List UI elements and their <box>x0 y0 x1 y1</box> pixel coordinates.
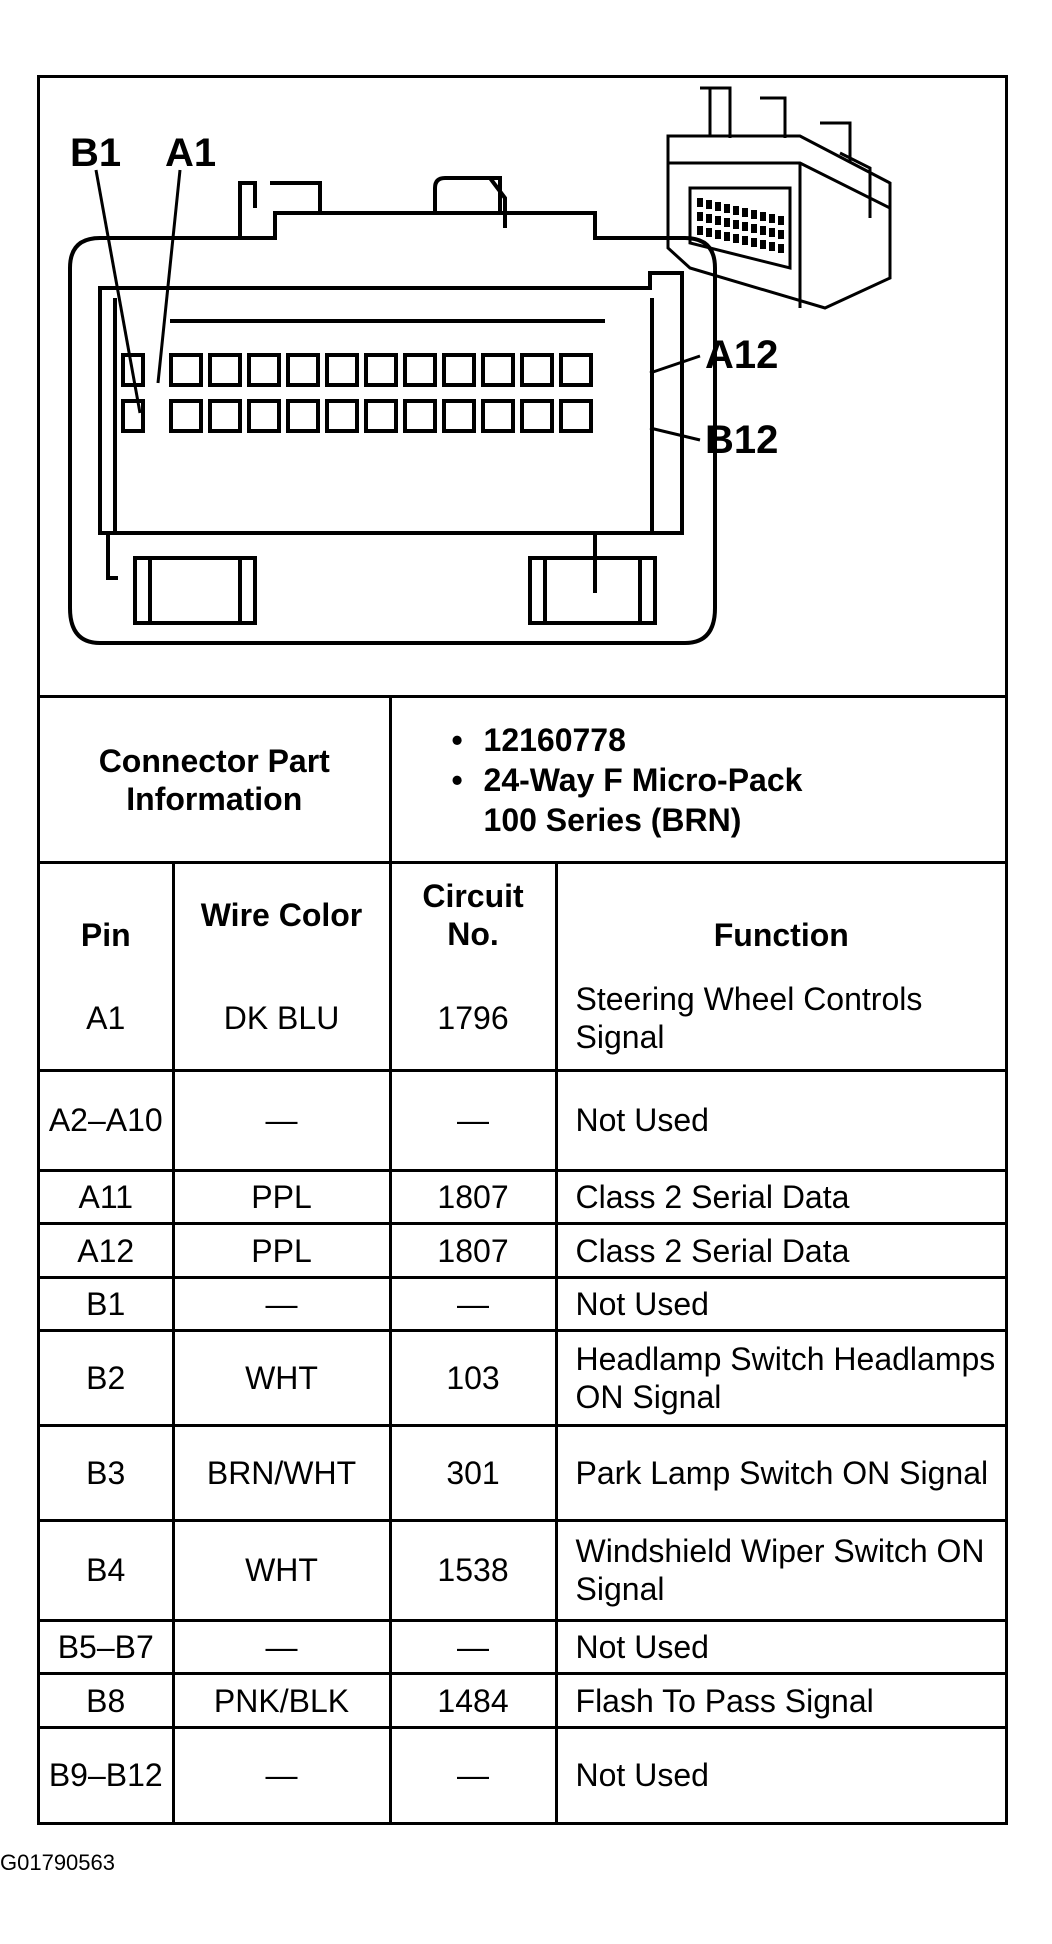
cell-circuit-no: 1484 <box>390 1674 556 1727</box>
iso-pin-cavity <box>751 210 757 219</box>
table-row <box>40 1727 1005 1822</box>
cell-pin: A11 <box>40 1170 173 1223</box>
iso-pin-cavity <box>742 208 748 217</box>
col-header-circuit-no: Circuit No. <box>390 863 556 967</box>
col-header-wire-color: Wire Color <box>173 863 390 967</box>
pin-cavity <box>366 355 396 385</box>
iso-pin-cavity <box>697 226 703 235</box>
cell-circuit-no: 103 <box>390 1331 556 1426</box>
iso-pin-cavity <box>706 200 712 209</box>
cell-wire-color: PPL <box>173 1170 390 1223</box>
cell-pin: B3 <box>40 1425 173 1520</box>
connector-diagram-panel <box>40 78 1005 698</box>
part-number: 12160778 <box>483 721 626 758</box>
iso-pin-cavity <box>733 220 739 229</box>
pin-cavity <box>483 355 513 385</box>
pin-cavity <box>522 355 552 385</box>
iso-pin-cavity <box>769 214 775 223</box>
cell-wire-color: DK BLU <box>173 966 390 1070</box>
pin-cavity <box>249 355 279 385</box>
table-row <box>40 966 1005 1070</box>
table-row <box>40 1070 1005 1170</box>
cell-function: Steering Wheel Controls Signal <box>556 966 1005 1070</box>
cell-wire-color: — <box>173 1070 390 1170</box>
part-series: 100 Series (BRN) <box>483 801 742 838</box>
cell-wire-color: — <box>173 1620 390 1673</box>
label-a12: A12 <box>705 333 779 377</box>
pin-cavity <box>405 355 435 385</box>
cell-wire-color: — <box>173 1727 390 1822</box>
pin-cavity <box>366 401 396 431</box>
pin-cavity <box>249 401 279 431</box>
iso-pin-cavity <box>697 212 703 221</box>
pin-cavity <box>288 401 318 431</box>
iso-pin-cavity <box>724 232 730 241</box>
table-row <box>40 1620 1005 1673</box>
cell-pin: B8 <box>40 1674 173 1727</box>
pin-cavity <box>405 401 435 431</box>
label-b1: B1 <box>70 131 122 175</box>
connector-pinout-table <box>40 698 1005 1822</box>
iso-pin-cavity <box>769 228 775 237</box>
cell-pin: A2–A10 <box>40 1070 173 1170</box>
cell-wire-color: BRN/WHT <box>173 1425 390 1520</box>
pin-cavity <box>210 355 240 385</box>
cell-function: Class 2 Serial Data <box>556 1224 1005 1277</box>
cell-pin: B4 <box>40 1520 173 1620</box>
pin-cavity <box>561 401 591 431</box>
iso-pin-cavity <box>760 226 766 235</box>
cell-pin: A12 <box>40 1224 173 1277</box>
iso-pin-cavity <box>760 212 766 221</box>
cell-pin: B9–B12 <box>40 1727 173 1822</box>
table-row <box>40 1224 1005 1277</box>
cell-function: Not Used <box>556 1727 1005 1822</box>
cell-function: Flash To Pass Signal <box>556 1674 1005 1727</box>
pin-cavity <box>444 355 474 385</box>
label-b12: B12 <box>705 418 779 462</box>
cell-pin: A1 <box>40 966 173 1070</box>
connector-part-info-label: Connector Part Information <box>40 698 390 863</box>
part-description: 24-Way F Micro-Pack <box>483 761 803 798</box>
cell-wire-color: WHT <box>173 1520 390 1620</box>
iso-pin-cavity <box>697 198 703 207</box>
table-row <box>40 1331 1005 1426</box>
cell-function: Headlamp Switch Headlamps ON Signal <box>556 1331 1005 1426</box>
col-header-pin: Pin <box>40 863 173 967</box>
iso-pin-cavity <box>715 216 721 225</box>
pin-cavity <box>210 401 240 431</box>
cell-function: Not Used <box>556 1277 1005 1330</box>
iso-pin-cavity <box>742 236 748 245</box>
cell-circuit-no: 301 <box>390 1425 556 1520</box>
pin-cavity <box>444 401 474 431</box>
table-row <box>40 1520 1005 1620</box>
table-row <box>40 1425 1005 1520</box>
cell-circuit-no: — <box>390 1277 556 1330</box>
iso-pin-cavity <box>724 204 730 213</box>
iso-pin-cavity <box>778 230 784 239</box>
connector-part-info-values: • 12160778 • 24-Way F Micro-Pack 100 Series (BRN) <box>390 698 1005 863</box>
cell-wire-color: PNK/BLK <box>173 1674 390 1727</box>
pin-cavity <box>171 401 201 431</box>
connector-sheet <box>37 75 1008 1825</box>
iso-pin-cavity <box>715 230 721 239</box>
cell-function: Park Lamp Switch ON Signal <box>556 1425 1005 1520</box>
col-header-function: Function <box>556 863 1005 967</box>
cell-function: Class 2 Serial Data <box>556 1170 1005 1223</box>
cell-pin: B2 <box>40 1331 173 1426</box>
table-row <box>40 1674 1005 1727</box>
cell-wire-color: PPL <box>173 1224 390 1277</box>
cell-circuit-no: 1796 <box>390 966 556 1070</box>
cell-circuit-no: — <box>390 1727 556 1822</box>
iso-pin-cavity <box>733 206 739 215</box>
pin-cavity <box>171 355 201 385</box>
figure-id: G01790563 <box>0 1850 115 1875</box>
cell-function: Not Used <box>556 1620 1005 1673</box>
cell-wire-color: — <box>173 1277 390 1330</box>
iso-pin-cavity <box>706 214 712 223</box>
iso-pin-cavity <box>760 240 766 249</box>
table-row <box>40 1170 1005 1223</box>
iso-pin-cavity <box>751 238 757 247</box>
cell-circuit-no: 1538 <box>390 1520 556 1620</box>
pin-cavity <box>561 355 591 385</box>
cell-circuit-no: 1807 <box>390 1224 556 1277</box>
iso-pin-cavity <box>706 228 712 237</box>
iso-pin-cavity <box>724 218 730 227</box>
pin-cavity <box>327 355 357 385</box>
iso-pin-cavity <box>715 202 721 211</box>
cell-circuit-no: — <box>390 1620 556 1673</box>
iso-pin-cavity <box>751 224 757 233</box>
cell-wire-color: WHT <box>173 1331 390 1426</box>
connector-face-diagram <box>40 78 1005 695</box>
label-a1: A1 <box>165 131 217 175</box>
cell-function: Windshield Wiper Switch ON Signal <box>556 1520 1005 1620</box>
cell-pin: B1 <box>40 1277 173 1330</box>
pin-cavity <box>522 401 552 431</box>
iso-pin-cavity <box>733 234 739 243</box>
iso-pin-cavity <box>778 244 784 253</box>
iso-pin-cavity <box>778 216 784 225</box>
cell-pin: B5–B7 <box>40 1620 173 1673</box>
iso-pin-cavity <box>769 242 775 251</box>
table-row <box>40 1277 1005 1330</box>
cell-function: Not Used <box>556 1070 1005 1170</box>
pin-cavity <box>288 355 318 385</box>
cell-circuit-no: 1807 <box>390 1170 556 1223</box>
pin-cavity <box>483 401 513 431</box>
pin-cavity <box>327 401 357 431</box>
cell-circuit-no: — <box>390 1070 556 1170</box>
iso-pin-cavity <box>742 222 748 231</box>
